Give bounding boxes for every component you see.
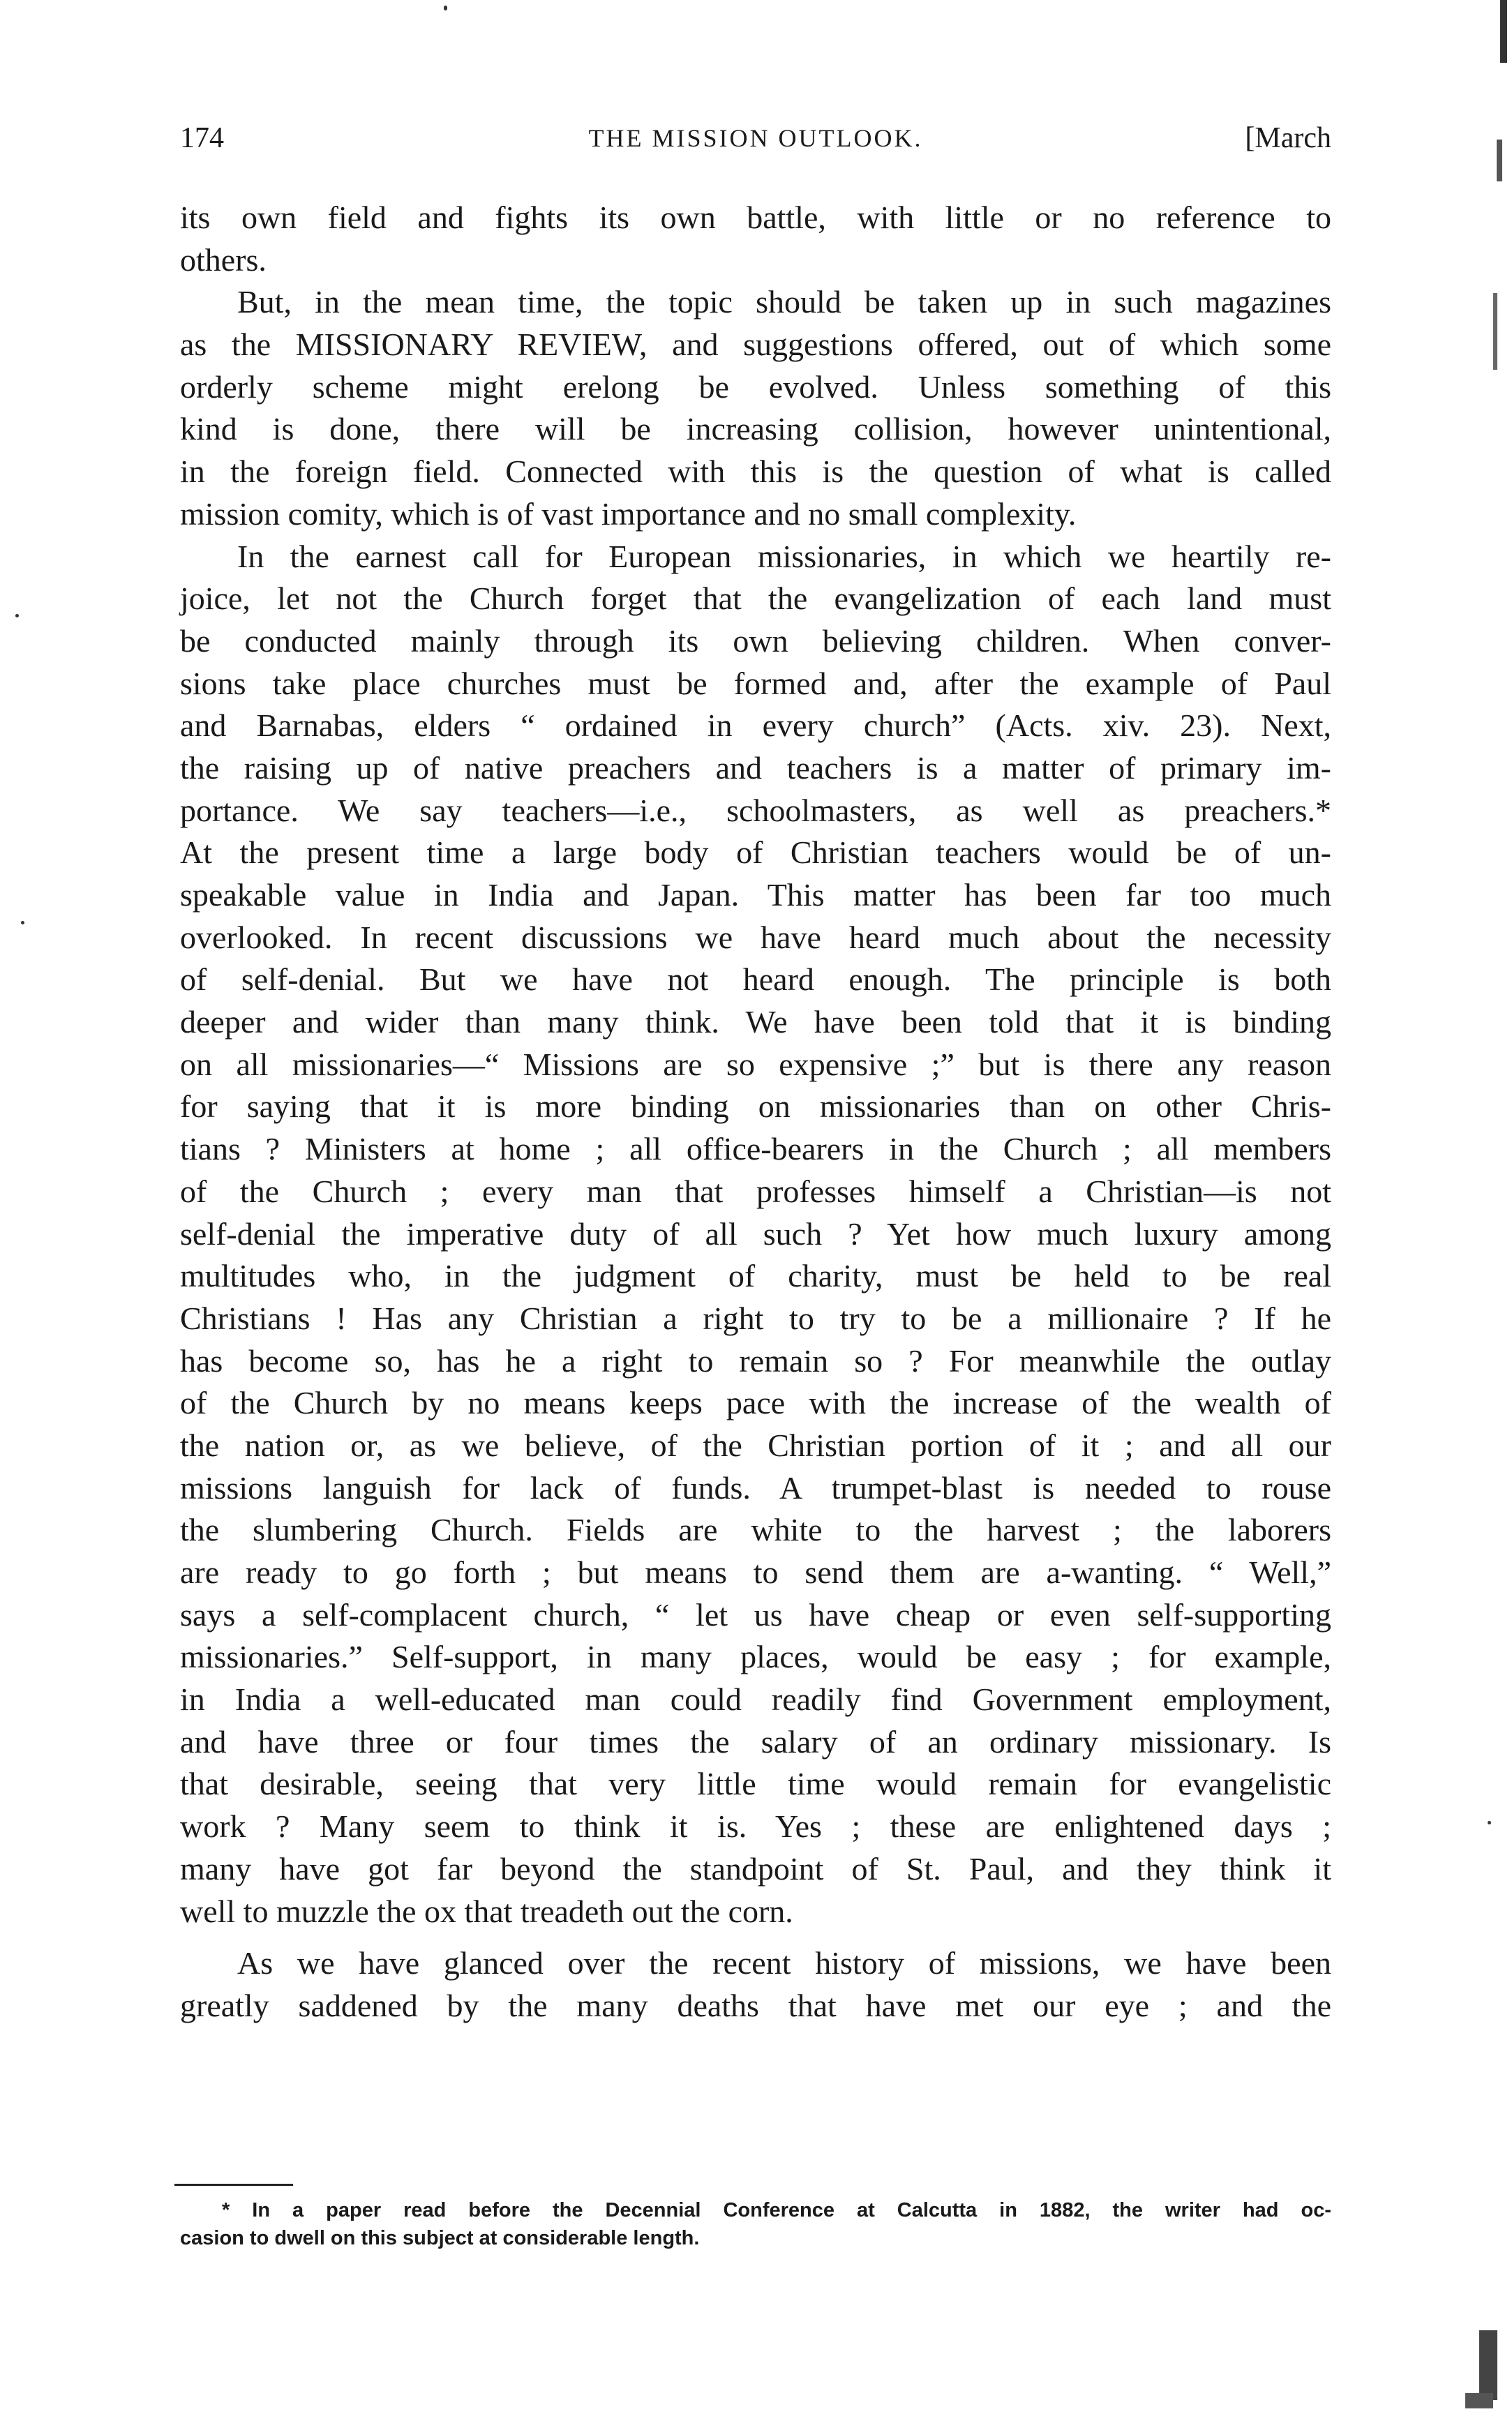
- text-line: of the Church ; every man that professes himself a Christian—is not: [180, 1173, 1331, 1209]
- text-line: its own field and fights its own battle, with little or no reference to: [180, 200, 1331, 235]
- text-line: in the foreign field. Connected with this is the question of what is called: [180, 453, 1331, 490]
- footnote: [180, 2196, 1331, 2252]
- text-line: others.: [180, 241, 267, 278]
- text-line: of the Church by no means keeps pace with the increase of the wealth of: [180, 1385, 1331, 1421]
- text-line: greatly saddened by the many deaths that have met our eye ; and the: [180, 1987, 1331, 2023]
- text-line: and have three or four times the salary of an ordinary missionary. Is: [180, 1723, 1331, 1760]
- text-line: mission comity, which is of vast importance and no small complexity.: [180, 495, 1077, 532]
- scan-edge-mark: [1497, 140, 1502, 181]
- scan-dot: [21, 921, 24, 924]
- text-line: orderly scheme might erelong be evolved. Unless something of this: [180, 368, 1331, 405]
- text-line: sions take place churches must be formed and, after the example of Paul: [180, 665, 1331, 701]
- text-line: Christians ! Has any Christian a right to try to be a millionaire ? If he: [180, 1300, 1331, 1336]
- text-line: be conducted mainly through its own believing children. When conver-: [180, 622, 1331, 659]
- text-line: self-denial the imperative duty of all such ? Yet how much luxury among: [180, 1215, 1331, 1252]
- scan-edge-mark: [1465, 2393, 1493, 2408]
- text-line: the raising up of native preachers and teachers is a matter of primary im-: [180, 749, 1331, 786]
- text-line: But, in the mean time, the topic should be taken up in such magazines: [237, 284, 1331, 320]
- text-line: missions languish for lack of funds. A trumpet-blast is needed to rouse: [180, 1469, 1331, 1506]
- footnote-rule: [174, 2184, 293, 2186]
- text-line: deeper and wider than many think. We have been told that it is binding: [180, 1004, 1331, 1040]
- text-line: and Barnabas, elders “ ordained in every church” (Acts. xiv. 23). Next,: [180, 707, 1331, 744]
- scan-dot: [444, 6, 447, 10]
- text-line: kind is done, there will be increasing collision, however unintentional,: [180, 411, 1331, 447]
- month-label: [March: [1245, 122, 1331, 154]
- text-line: missionaries.” Self-support, in many places, would be easy ; for example,: [180, 1639, 1331, 1675]
- text-line: the slumbering Church. Fields are white to the harvest ; the laborers: [180, 1512, 1331, 1548]
- scan-edge-mark: [1479, 2330, 1497, 2400]
- text-line: work ? Many seem to think it is. Yes ; these are enlightened days ;: [180, 1808, 1331, 1845]
- body-text: [180, 197, 1331, 2027]
- text-line: At the present time a large body of Christian teachers would be of un-: [180, 834, 1331, 871]
- text-line: on all missionaries—“ Missions are so expensive ;” but is there any reason: [180, 1046, 1331, 1082]
- text-line: portance. We say teachers—i.e., schoolmasters, as well as preachers.*: [180, 792, 1331, 828]
- scan-dot: [1488, 1821, 1491, 1824]
- running-head: [180, 117, 1331, 159]
- footnote-line: * In a paper read before the Decennial Conference at Calcutta in 1882, the writer had oc-: [222, 2199, 1331, 2221]
- scan-edge-mark: [1500, 0, 1507, 63]
- text-line: has become so, has he a right to remain so ? For meanwhile the outlay: [180, 1342, 1331, 1379]
- text-line: the nation or, as we believe, of the Christian portion of it ; and all our: [180, 1427, 1331, 1463]
- page-number: 174: [180, 122, 224, 154]
- text-line: overlooked. In recent discussions we have heard much about the necessity: [180, 919, 1331, 955]
- footnote-line: casion to dwell on this subject at considerable length.: [180, 2227, 700, 2249]
- scan-dot: [15, 614, 19, 617]
- text-line: multitudes who, in the judgment of charity, must be held to be real: [180, 1258, 1331, 1294]
- text-line: joice, let not the Church forget that the evangelization of each land must: [180, 580, 1331, 617]
- text-line: are ready to go forth ; but means to send them are a-wanting. “ Well,”: [180, 1554, 1331, 1590]
- text-line: well to muzzle the ox that treadeth out the corn.: [180, 1893, 793, 1929]
- text-line: many have got far beyond the standpoint of St. Paul, and they think it: [180, 1850, 1331, 1887]
- text-line: that desirable, seeing that very little time would remain for evangelistic: [180, 1766, 1331, 1802]
- text-line: as the MISSIONARY REVIEW, and suggestions offered, out of which some: [180, 327, 1331, 363]
- text-line: for saying that it is more binding on missionaries than on other Chris-: [180, 1088, 1331, 1125]
- text-line: speakable value in India and Japan. This matter has been far too much: [180, 877, 1331, 913]
- text-line: As we have glanced over the recent history of missions, we have been: [237, 1945, 1331, 1981]
- text-line: in India a well-educated man could readily find Government employment,: [180, 1681, 1331, 1718]
- text-line: says a self-complacent church, “ let us have cheap or even self-supporting: [180, 1596, 1331, 1633]
- text-line: of self-denial. But we have not heard enough. The principle is both: [180, 961, 1331, 998]
- paragraph-gap: [180, 1933, 1331, 1942]
- text-line: In the earnest call for European missionaries, in which we heartily re-: [237, 538, 1331, 574]
- text-line: tians ? Ministers at home ; all office-bearers in the Church ; all members: [180, 1131, 1331, 1167]
- journal-title: THE MISSION OUTLOOK.: [588, 124, 923, 152]
- scan-edge-mark: [1493, 293, 1497, 370]
